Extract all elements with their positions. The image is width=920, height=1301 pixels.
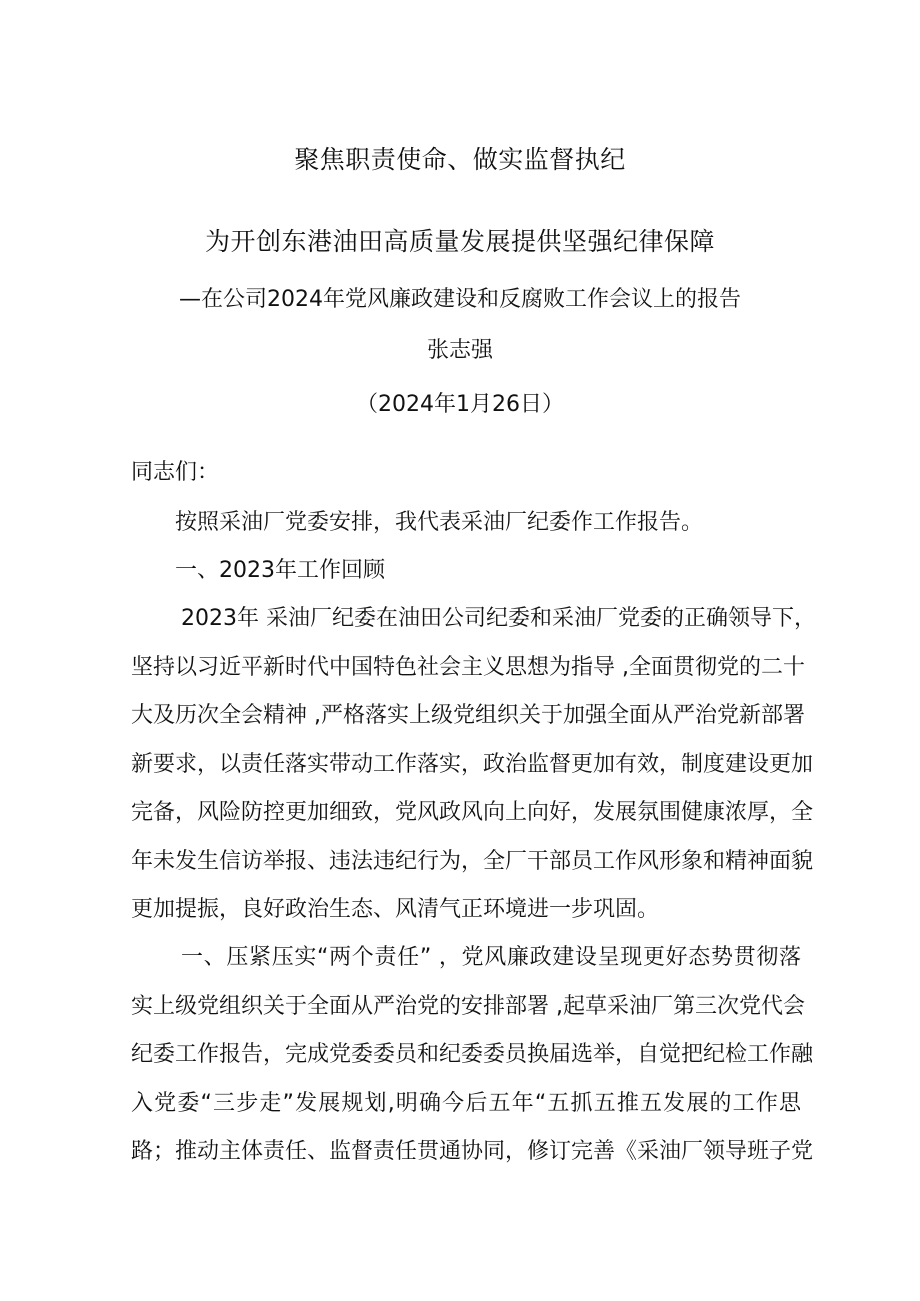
paragraph-line: 大及历次全会精神 ,严格落实上级党组织关于加强全面从严治党新部署: [131, 703, 805, 728]
paragraph-line: 新要求，以责任落实带动工作落实，政治监督更加有效，制度建设更加: [131, 752, 814, 777]
paragraph-line: 路；推动主体责任、监督责任贯通协同，修订完善《采油厂领导班子党: [131, 1139, 814, 1164]
paragraph-line: 入党委“三步走”发展规划,明确今后五年“五抓五推五发展的工作思: [131, 1091, 801, 1116]
title-line-1: 聚焦职责使命、做实监督执纪: [294, 145, 626, 174]
paragraph-line: 实上级党组织关于全面从严治党的安排部署 ,起草采油厂第三次党代会: [131, 994, 805, 1019]
paragraph-line: 坚持以习近平新时代中国特色社会主义思想为指导 ,全面贯彻党的二十: [131, 655, 805, 680]
paragraph-line: 年未发生信访举报、违法违纪行为，全厂干部员工作风形象和精神面貌: [131, 849, 814, 874]
subtitle: —在公司2024年党风廉政建设和反腐败工作会议上的报告: [179, 287, 741, 312]
section-heading-1: 一、2023年工作回顾: [175, 558, 385, 583]
report-date: （2024年1月26日）: [356, 392, 564, 417]
paragraph-line: 一、压紧压实“两个责任” ，党风廉政建设呈现更好态势贯彻落: [181, 945, 801, 970]
title-line-2: 为开创东港油田高质量发展提供坚强纪律保障: [204, 227, 715, 256]
paragraph-line: 更加提振，良好政治生态、风清气正环境进一步巩固。: [131, 897, 660, 922]
paragraph-line: 纪委工作报告，完成党委委员和纪委委员换届选举，自觉把纪检工作融: [131, 1042, 814, 1067]
author: 张志强: [426, 338, 493, 363]
paragraph-line: 完备，风险防控更加细致，党风政风向上向好，发展氛围健康浓厚，全: [131, 800, 814, 825]
intro-paragraph: 按照采油厂党委安排，我代表采油厂纪委作工作报告。: [175, 510, 704, 535]
paragraph-line: 2023年 采油厂纪委在油田公司纪委和采油厂党委的正确领导下，: [181, 606, 816, 631]
salutation: 同志们：: [131, 460, 220, 485]
